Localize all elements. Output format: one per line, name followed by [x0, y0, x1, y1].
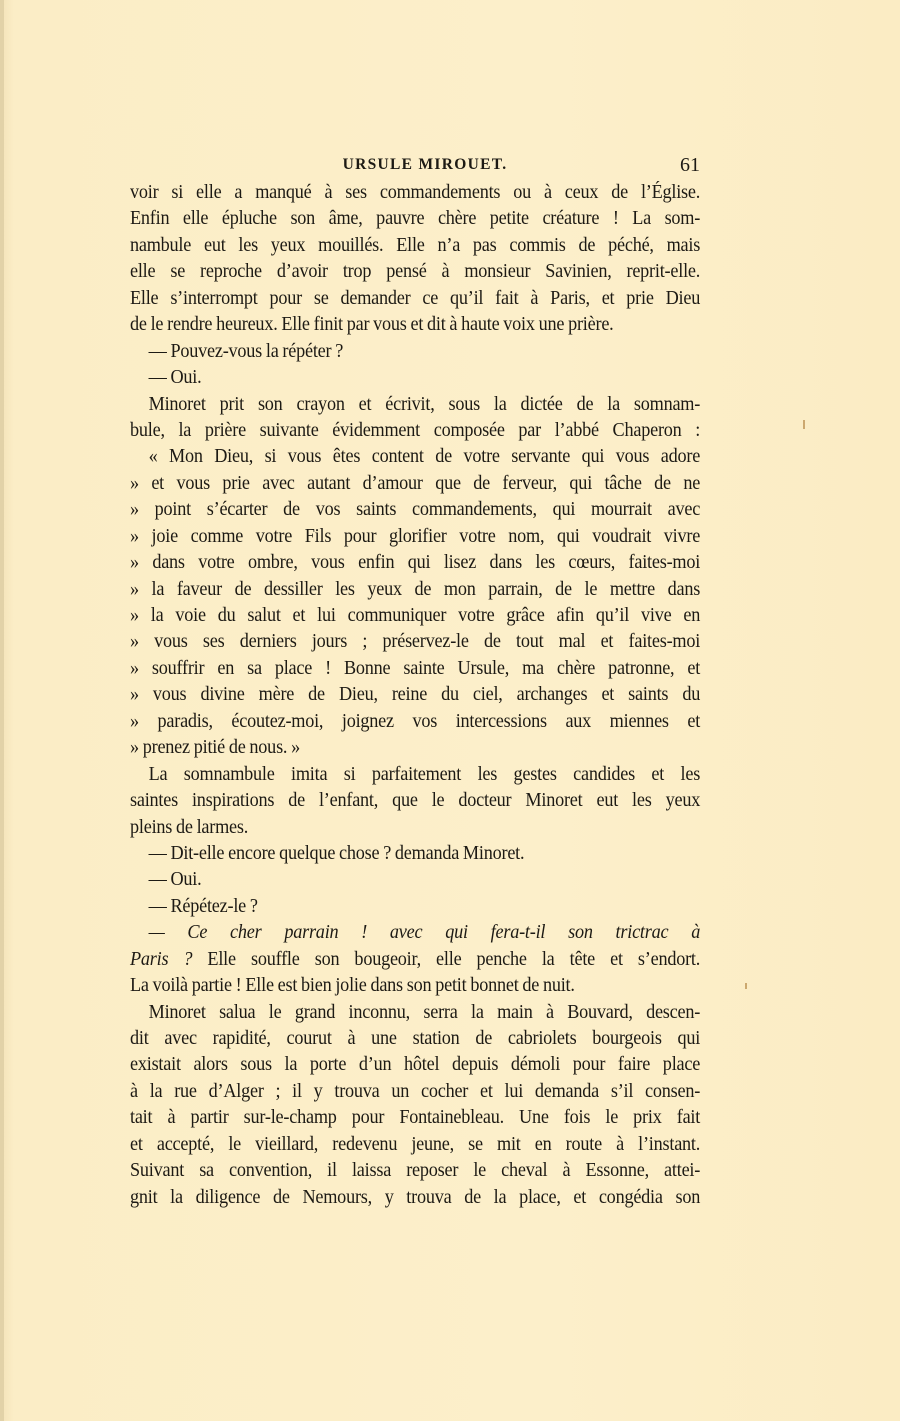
text-line: pleins de larmes.	[130, 816, 249, 838]
text-line: — Pouvez-vous la répéter ?	[148, 340, 344, 362]
page-edge	[0, 0, 4, 1421]
text-line: saintes inspirations de l’enfant, que le docteur Minoret eut les yeux	[130, 790, 701, 812]
text-line: La somnambule imita si parfaitement les gestes candides et les	[148, 763, 701, 785]
running-title: URSULE MIROUET.	[342, 156, 508, 173]
text-line: » prenez pitié de nous. »	[130, 737, 300, 759]
text-line: Elle s’interrompt pour se demander ce qu’il fait à Paris, et prie Dieu	[130, 287, 701, 309]
italic-text: — Ce cher parrain ! avec qui fera-t-il son trictrac à	[148, 922, 701, 944]
text-line	[130, 947, 700, 973]
text-line: » vous ses derniers jours ; préservez-le de tout mal et faites-moi	[130, 631, 701, 653]
text-line: » et vous prie avec autant d’amour que de ferveur, qui tâche de ne	[130, 472, 701, 494]
running-head	[130, 154, 700, 180]
text-line: — Oui.	[148, 869, 202, 891]
text-line: — Oui.	[148, 367, 202, 389]
text-line: » vous divine mère de Dieu, reine du ciel, archanges et saints du	[130, 684, 701, 706]
text-line: et accepté, le vieillard, redevenu jeune, se mit en route à l’instant.	[130, 1133, 701, 1155]
text-line: » paradis, écoutez-moi, joignez vos intercessions aux miennes et	[130, 710, 701, 732]
text-line: voir si elle a manqué à ses commandements ou à ceux de l’Église.	[130, 182, 701, 203]
italic-text: Paris ?	[130, 948, 193, 970]
text-line: » dans votre ombre, vous enfin qui lisez dans les cœurs, faites-moi	[130, 552, 701, 574]
text-line: à la rue d’Alger ; il y trouva un cocher et lui demanda s’il consen-	[130, 1080, 701, 1102]
text-line: bule, la prière suivante évidemment composée par l’abbé Chaperon :	[130, 419, 701, 441]
text-line: gnit la diligence de Nemours, y trouva de la place, et congédia son	[130, 1186, 701, 1208]
margin-mark	[745, 983, 747, 989]
text-line: Enfin elle épluche son âme, pauvre chère petite créature ! La som-	[130, 208, 701, 230]
text-line: nambule eut les yeux mouillés. Elle n’a pas commis de péché, mais	[130, 234, 701, 256]
text-line: de le rendre heureux. Elle finit par vous et dit à haute voix une prière.	[130, 314, 614, 336]
text-line: » souffrir en sa place ! Bonne sainte Ursule, ma chère patronne, et	[130, 657, 701, 679]
text-line: — Répétez-le ?	[148, 895, 258, 917]
text-line: Minoret salua le grand inconnu, serra la main à Bouvard, descen-	[148, 1001, 701, 1023]
text-line: « Mon Dieu, si vous êtes content de votre servante qui vous adore	[148, 446, 701, 468]
text-line: » la faveur de dessiller les yeux de mon parrain, de le mettre dans	[130, 578, 701, 600]
text-line: Minoret prit son crayon et écrivit, sous la dictée de la somnam-	[148, 393, 701, 415]
page-number: 61	[680, 154, 700, 176]
line-text: Elle souffle son bougeoir, elle penche la tête et s’endort.	[192, 948, 701, 970]
text-line: tait à partir sur-le-champ pour Fontainebleau. Une fois le prix fait	[130, 1107, 701, 1129]
text-line: dit avec rapidité, courut à une station de cabriolets bourgeois qui	[130, 1028, 701, 1049]
text-line: La voilà partie ! Elle est bien jolie dans son petit bonnet de nuit.	[130, 975, 575, 997]
text-line: » joie comme votre Fils pour glorifier votre nom, qui voudrait vivre	[130, 525, 701, 547]
text-line: elle se reproche d’avoir trop pensé à monsieur Savinien, reprit-elle.	[130, 261, 701, 283]
text-line: » point s’écarter de vos saints commandements, qui mourrait avec	[130, 499, 701, 521]
text-line: » la voie du salut et lui communiquer votre grâce afin qu’il vive en	[130, 605, 701, 626]
text-line: Suivant sa convention, il laissa reposer le cheval à Essonne, attei-	[130, 1160, 701, 1182]
text-line: — Dit-elle encore quelque chose ? demanda Minoret.	[148, 842, 525, 864]
body-text	[130, 180, 700, 1211]
margin-mark	[803, 420, 805, 429]
text-line: existait alors sous la porte d’un hôtel depuis démoli pour faire place	[130, 1054, 701, 1076]
text-line	[130, 920, 700, 946]
